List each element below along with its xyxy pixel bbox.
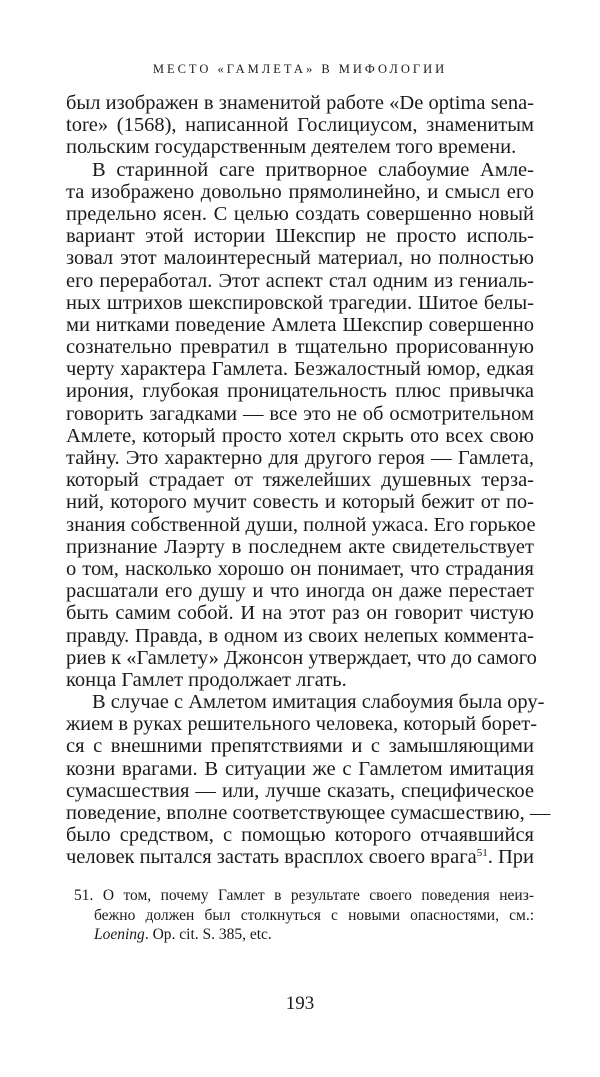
footnote-reference[interactable]: 51 <box>476 847 488 860</box>
text-line: ирония, глубокая проницательность плюс привычка <box>66 380 534 403</box>
text-line: правду. Правда, в одном из своих нелепых коммента- <box>66 624 534 647</box>
running-header: МЕСТО «ГАМЛЕТА» В МИФОЛОГИИ <box>152 62 448 76</box>
footnote-line: О том, почему Гамлет в результате своего поведения неиз- <box>102 887 535 904</box>
text-line: знания собственной души, полной ужаса. Его горькое <box>66 513 536 536</box>
text-line: риев к «Гамлету» Джонсон утверждает, что до самого <box>66 646 537 669</box>
text-line: вариант этой истории Шекспир не просто исполь- <box>66 225 534 248</box>
footnote-line: бежно должен был столкнуться с новыми опасностями, см.: <box>94 906 534 924</box>
footnote-author: Loening <box>94 926 145 943</box>
text-line: конца Гамлет продолжает лгать. <box>66 668 347 691</box>
footnote-citation: . Op. cit. S. 385, etc. <box>144 926 272 943</box>
text-line: его переработал. Этот аспект стал одним из гениаль- <box>66 269 534 292</box>
text-line: о том, насколько хорошо он понимает, что страдания <box>66 557 534 580</box>
text-line: польским государственным деятелем того времени. <box>66 136 517 159</box>
text-line: жием в руках решительного человека, который борет- <box>66 713 538 736</box>
text-line: зовал этот малоинтересный материал, но полностью <box>66 247 534 270</box>
text-line: Амлете, который просто хотел скрыть ото всех свою <box>66 424 534 447</box>
text-line: та изображено довольно прямолинейно, и смысл его <box>66 180 534 203</box>
text-line: говорить загадками — все это не об осмотрительном <box>66 402 534 425</box>
page-number: 193 <box>285 993 315 1014</box>
text-line: сознательно превратил в тщательно прорисованную <box>66 336 534 359</box>
text-line: было средством, с помощью которого отчаявшийся <box>66 824 534 847</box>
text-line: быть самим собой. И на этот раз он говорит чистую <box>66 602 534 625</box>
text-line: предельно ясен. С целью создать совершенно новый <box>66 202 534 225</box>
text-segment: . При <box>487 846 535 869</box>
text-line: В случае с Амлетом имитация слабоумия была ору- <box>92 691 545 714</box>
text-line: В старинной саге притворное слабоумие Амле- <box>92 158 534 181</box>
text-line: tore» (1568), написанной Гослициусом, знаменитым <box>66 114 534 137</box>
text-line: ных штрихов шекспировской трагедии. Шитое белы- <box>66 291 534 314</box>
footnote <box>74 886 534 945</box>
text-line: ний, которого мучит совесть и который бежит от по- <box>66 491 534 514</box>
body-text <box>66 92 551 869</box>
text-line: ся с внешними препятствиями и с замышляющими <box>66 735 534 758</box>
text-line: сумасшествия — или, лучше сказать, специфическое <box>66 779 534 802</box>
footnote-number: 51. <box>74 887 94 904</box>
text-line: расшатали его душу и что иногда он даже перестает <box>66 580 534 603</box>
text-line <box>66 846 534 868</box>
text-line: который страдает от тяжелейших душевных терза- <box>66 469 534 492</box>
text-segment: человек пытался застать врасплох своего врага <box>66 846 477 869</box>
text-line: ми нитками поведение Амлета Шекспир совершенно <box>66 313 534 336</box>
text-line: признание Лаэрту в последнем акте свидетельствует <box>66 535 534 558</box>
text-line: козни врагами. В ситуации же с Гамлетом имитация <box>66 757 534 780</box>
text-line: поведение, вполне соответствующее сумасшествию, — <box>66 802 551 824</box>
text-line: черту характера Гамлета. Безжалостный юмор, едкая <box>66 358 534 381</box>
text-line: был изображен в знаменитой работе «De optima sena- <box>66 92 534 114</box>
text-line: тайну. Это характерно для другого героя — Гамлета, <box>66 447 534 469</box>
